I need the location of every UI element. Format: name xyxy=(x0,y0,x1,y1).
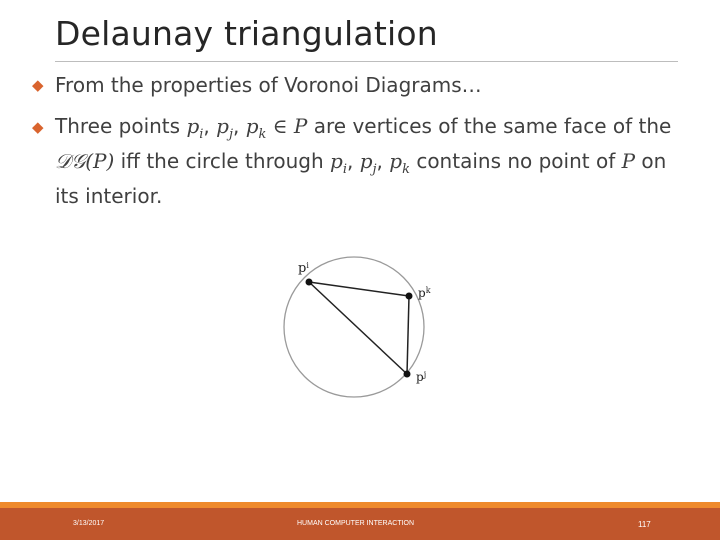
edge-pi-pj xyxy=(309,282,407,374)
label-pj: $p^j$ xyxy=(416,370,427,384)
delaunay-graph-symbol: 𝒟𝒢(P) xyxy=(55,149,115,173)
footer-page-number: 117 xyxy=(638,520,651,529)
bullet-marker-1: ◆ xyxy=(32,76,44,94)
point-pj xyxy=(404,371,411,378)
edge-pi-pk xyxy=(309,282,409,296)
slide-title: Delaunay triangulation xyxy=(55,14,438,53)
label-pk: $p^k$ xyxy=(418,286,431,300)
point-pi xyxy=(306,279,313,286)
point-pk xyxy=(406,293,413,300)
edge-pk-pj xyxy=(407,296,409,374)
bullet-text-2: Three points $p_i$, $p_j$, $p_k$ ∈ P are vertices of the same face of the 𝒟𝒢(P) iff the circle through $p_i$, $p_j$, $p_k$ contains no point of P on its interior. xyxy=(55,114,672,208)
bullet-text-1: From the properties of Voronoi Diagrams… xyxy=(55,73,482,97)
label-pi: $p^i$ xyxy=(298,261,309,276)
footer-course: HUMAN COMPUTER INTERACTION xyxy=(297,520,415,527)
footer-date: 3/13/2017 xyxy=(73,520,105,527)
bullet-marker-2: ◆ xyxy=(32,118,44,136)
